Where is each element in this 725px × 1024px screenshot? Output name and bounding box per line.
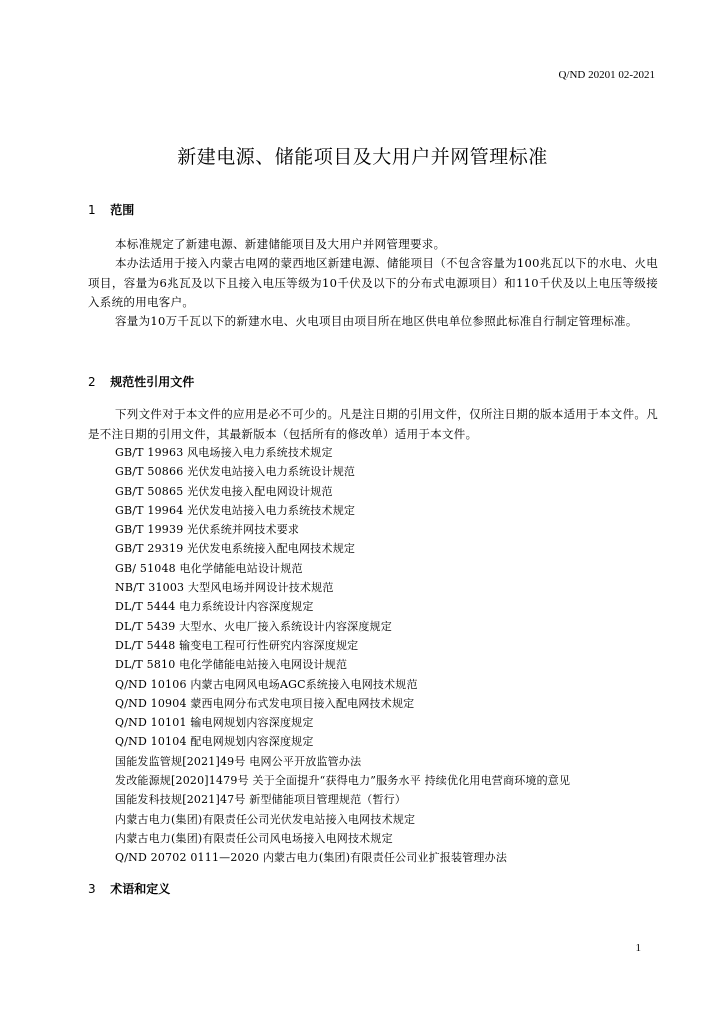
reference-item: GB/T 50865 光伏发电接入配电网设计规范 [115,484,333,498]
section-number: 2 [88,375,96,389]
section-title: 范围 [110,203,135,217]
reference-item: GB/T 19964 光伏发电站接入电力系统技术规定 [115,503,356,517]
page-number: 1 [635,942,641,954]
reference-item: Q/ND 10101 输电网规划内容深度规定 [115,716,314,730]
reference-item: 国能发科技规[2021]47号 新型储能项目管理规范（暂行） [115,793,407,807]
reference-item: Q/ND 20702 0111—2020 内蒙古电力(集团)有限责任公司业扩报装管理办法 [115,851,508,865]
reference-item: 内蒙古电力(集团)有限责任公司风电场接入电网技术规定 [115,831,393,845]
reference-item: DL/T 5444 电力系统设计内容深度规定 [115,600,314,614]
reference-item: 国能发监管规[2021]49号 电网公平开放监管办法 [115,754,362,768]
section-1-paragraph-2: 本办法适用于接入内蒙古电网的蒙西地区新建电源、储能项目（不包含容量为100兆瓦以下的水电、火电项目，容量为6兆瓦及以下且接入电压等级为10千伏及以下的分布式电源项目）和110千伏及以上电压等级接入系统的用电客户。 [88,256,658,309]
reference-item: DL/T 5439 大型水、火电厂接入系统设计内容深度规定 [115,619,392,633]
document-code: Q/ND 20201 02-2021 [558,69,655,81]
reference-item: Q/ND 10106 内蒙古电网风电场AGC系统接入电网技术规范 [115,677,418,691]
section-1-paragraph-1: 本标准规定了新建电源、新建储能项目及大用户并网管理要求。 [115,237,446,251]
reference-item: GB/T 50866 光伏发电站接入电力系统设计规范 [115,465,356,479]
section-2-heading [88,373,194,390]
section-number: 1 [88,203,96,217]
reference-item: 内蒙古电力(集团)有限责任公司光伏发电站接入电网技术规定 [115,812,416,826]
reference-item: GB/T 19939 光伏系统并网技术要求 [115,523,300,537]
reference-item: NB/T 31003 大型风电场并网设计技术规范 [115,581,334,595]
section-1-heading [88,201,134,218]
reference-item: GB/T 29319 光伏发电系统接入配电网技术规定 [115,542,356,556]
section-1-paragraph-3: 容量为10万千瓦以下的新建水电、火电项目由项目所在地区供电单位参照此标准自行制定管理标准。 [115,314,638,328]
section-number: 3 [88,882,96,896]
reference-item: GB/T 19963 风电场接入电力系统技术规定 [115,446,333,459]
section-3-heading [88,880,170,897]
reference-list [115,443,570,868]
section-2-intro: 下列文件对于本文件的应用是必不可少的。凡是注日期的引用文件，仅所注日期的版本适用于本文件。凡是不注日期的引用文件，其最新版本（包括所有的修改单）适用于本文件。 [88,407,658,441]
document-title: 新建电源、储能项目及大用户并网管理标准 [177,146,548,168]
section-title: 术语和定义 [110,882,171,896]
reference-item: DL/T 5810 电化学储能电站接入电网设计规范 [115,658,348,672]
section-title: 规范性引用文件 [110,375,195,389]
reference-item: Q/ND 10904 蒙西电网分布式发电项目接入配电网技术规定 [115,696,415,710]
reference-item: GB/ 51048 电化学储能电站设计规范 [115,561,303,575]
reference-item: Q/ND 10104 配电网规划内容深度规定 [115,735,314,749]
reference-item: DL/T 5448 输变电工程可行性研究内容深度规定 [115,638,359,652]
reference-item: 发改能源规[2020]1479号 关于全面提升“获得电力”服务水平 持续优化用电营商环境的意见 [115,774,571,788]
